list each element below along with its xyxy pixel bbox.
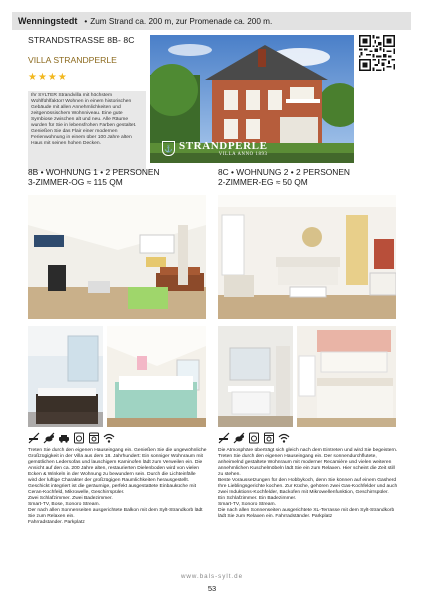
logo-title: STRANDPERLE xyxy=(179,140,268,152)
unit-2-title xyxy=(218,167,350,187)
no-smoking-icon xyxy=(28,432,40,444)
no-pets-icon xyxy=(43,432,55,444)
unit-2-line2: 2-ZIMMER-EG ≈ 50 QM xyxy=(218,177,308,187)
villa-name: VILLA STRANDPERLE xyxy=(28,55,117,65)
villa-exterior-photo xyxy=(150,35,354,163)
unit-1-bedroom-photo xyxy=(107,326,206,427)
location-name: Wenningstedt xyxy=(18,16,78,26)
location-distances: Zum Strand ca. 200 m, zur Promenade ca. 200 m. xyxy=(90,16,273,26)
header-bar xyxy=(12,12,411,30)
unit-1-bathroom-photo xyxy=(28,326,103,427)
wifi-icon xyxy=(103,432,115,444)
unit-1-living-room-photo xyxy=(28,195,206,319)
logo-subtitle: VILLA ANNO 1893 xyxy=(218,152,268,157)
washing-machine-icon xyxy=(248,432,260,444)
intro-description: Ihr SYLTER Strandvilla mit höchstem Wohlfühlfaktor! Wohnen in einem historischen Gebäude mit allen Annehmlichkeiten und zeitgenössischem Wohnniveau. Eine gute Symbiose zwischen alt und neu. Alle Räume wurden für Sie in lebensfrohen Farben gestaltet. Genießen Sie das Flair einer modernen Ferienwohnung in einem über 100 Jahre alten Haus mit seinen hohen Decken. xyxy=(28,91,146,171)
unit-2-bathroom-photo xyxy=(218,326,293,427)
strandperle-logo xyxy=(162,140,268,157)
dishwasher-icon xyxy=(263,432,275,444)
unit-2-living-room-photo xyxy=(218,195,396,319)
street-address: STRANDSTRASSE 8B- 8C xyxy=(28,35,135,45)
unit-1-amenities xyxy=(28,432,115,444)
no-pets-icon xyxy=(233,432,245,444)
unit-1-title xyxy=(28,167,160,187)
unit-2-amenities xyxy=(218,432,290,444)
header-bullet: • xyxy=(84,16,88,26)
wifi-icon xyxy=(278,432,290,444)
unit-2-bedroom-photo xyxy=(297,326,396,427)
crest-icon: ⚓ xyxy=(162,141,175,156)
website-link[interactable]: www.bals-sylt.de xyxy=(180,573,244,580)
no-smoking-icon xyxy=(218,432,230,444)
star-rating: ★★★★ xyxy=(28,72,68,83)
unit-1-description: Treten Sie durch den eigenen Hauseingang ein. Genießen Sie die ungewöhnliche Großzügigkeit in der Villa aus dem 18. Jahrhundert: Ein sonniger Wohnraum mit gemütlichen Ledersofas und lauschigem Kaminofen lädt zum Verweilen ein. Die Ansicht auf den ca. 200 Jahre alten, restaurierten Dielenboden wird von vielen Ecken & Winkeln in der Wohnung zu bewundern sein. Durch die Lichteinfälle wird der luftige Charakter der großzügigen Raumlichkeiten herausgestellt. Geschickt integriert ist die geräumige, perfekt ausgestattete Einbauküche mit Ceran-Kochfeld, Mikrowelle, Geschirrspüler. Zwei Schlafzimmer. Zwei Badezimmer. Smart-TV, Bose, Sonoro Stream. Der nach allen Sonnenseiten ausgerichtete Balkon mit dem Sylt-Strandkorb lädt Sie zum Relaxen ein. Fahrradstander. Parkplatz xyxy=(28,448,207,526)
page-number: 53 xyxy=(207,584,217,593)
intro-block xyxy=(28,35,146,171)
dishwasher-icon xyxy=(88,432,100,444)
unit-2-description: Die Atmosphäre überträgt sich gleich nach dem Eintreten und wird Sie begeistern. Treten Sie durch den eigenen Hauseingang ein. Der sonnendurchflutete, anheimelnd gestaltete Wohnraum mit moderner Recamière und vielen weiteren annehmlichen Kuschelmöbeln lädt Sie ein zum Relaxen. Hier scheint die Zeit still zu stehen. Beste Voraussetzungen für den Hobbykoch, denn Sie können auf einem Gasherd Ihre Lieblingsgerichte kochen. Zur Küche, gehören zwei Gas-Kochfelder und auch zwei Induktions-Kochfelder, Backofen mit Mikrowellenfunktion, Geschirrspüler. Ein Schlafzimmer. Ein Badezimmer. Smart-TV, Sonoro Stream. Die nach allen Sonnenseiten ausgerichtete XL-Terrasse mit dem Sylt-Strandkorb lädt Sie zum Relaxen ein. Fahrradständer. Parkplatz xyxy=(218,448,398,520)
qr-code[interactable] xyxy=(359,35,395,71)
unit-1-line1: 8B • WOHNUNG 1 • 2 PERSONEN xyxy=(28,167,160,177)
washing-machine-icon xyxy=(73,432,85,444)
unit-2-line1: 8C • WOHNUNG 2 • 2 PERSONEN xyxy=(218,167,350,177)
car-icon xyxy=(58,432,70,444)
unit-1-line2: 3-ZIMMER-OG ≈ 115 QM xyxy=(28,177,123,187)
